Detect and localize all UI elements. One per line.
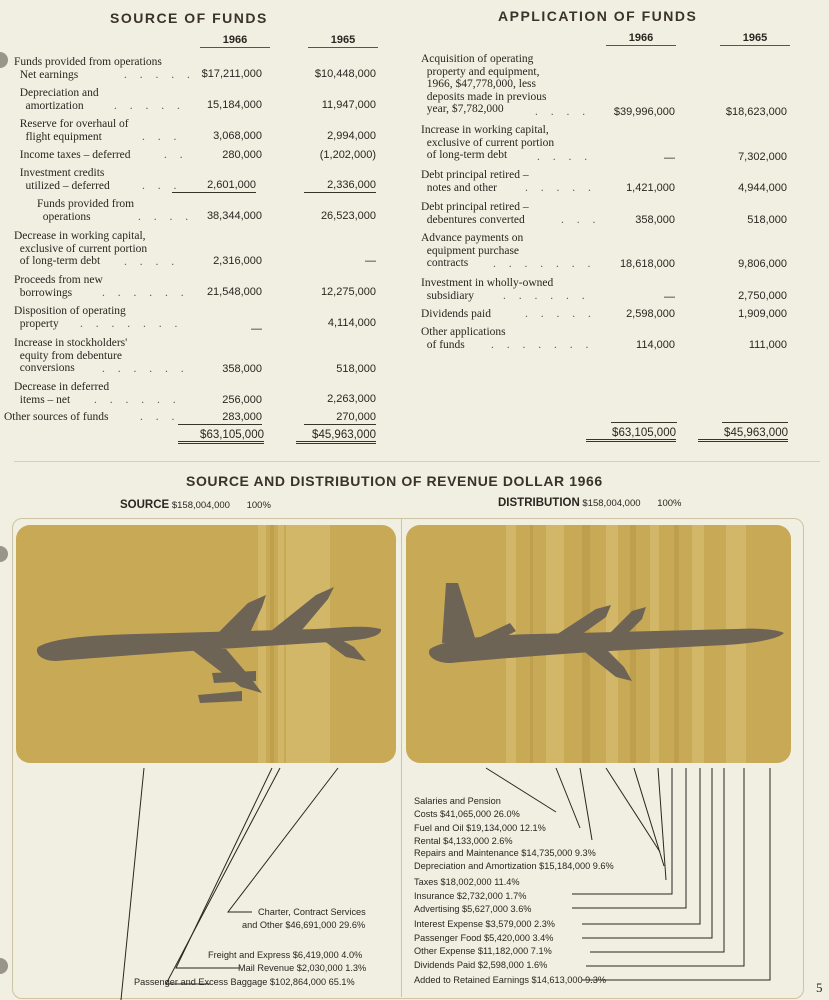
- value-1966: 2,316,000: [213, 255, 262, 267]
- source-label-mail: Mail Revenue $2,030,000 1.3%: [238, 963, 367, 973]
- source-total-1965: $45,963,000: [296, 429, 376, 444]
- value-1966: 2,598,000: [626, 308, 675, 320]
- distribution-label: Costs $41,065,000 26.0%: [414, 809, 520, 819]
- source-pct: 100%: [246, 500, 271, 511]
- source-label-passenger: Passenger and Excess Baggage $102,864,000 65.1%: [134, 977, 355, 987]
- value-1965: 2,263,000: [327, 393, 376, 405]
- source-label-charter-amount: and Other $46,691,000 29.6%: [242, 920, 366, 930]
- distribution-label: Insurance $2,732,000 1.7%: [414, 891, 527, 901]
- leader-dots: . . . . . .: [94, 394, 181, 406]
- distribution-label: Repairs and Maintenance $14,735,000 9.3%: [414, 848, 596, 858]
- value-1966: 358,000: [635, 214, 675, 226]
- row-label: Dividends paid: [421, 308, 491, 320]
- revenue-title: SOURCE AND DISTRIBUTION OF REVENUE DOLLAR 1966: [186, 473, 603, 489]
- value-1966: 3,068,000: [213, 130, 262, 142]
- application-total-1965: $45,963,000: [698, 427, 788, 442]
- value-1966: 114,000: [636, 339, 675, 351]
- row-label: Funds provided from operations Net earnings: [14, 56, 162, 81]
- application-total-1966: $63,105,000: [586, 427, 676, 442]
- value-1965: 2,750,000: [738, 290, 787, 302]
- distribution-label: Added to Retained Earnings $14,613,000 9.3%: [414, 975, 607, 985]
- year-header: 1965: [720, 32, 790, 46]
- row-label: Debt principal retired – debentures converted: [421, 201, 529, 226]
- leader-dots: . . . .: [535, 106, 591, 118]
- distribution-label: Salaries and Pension: [414, 796, 501, 806]
- value-1966: $17,211,000: [201, 68, 262, 80]
- leader-dots: . . . . . . .: [80, 318, 183, 330]
- value-1965: 111,000: [748, 339, 787, 351]
- leader-dots: . . . . . . .: [493, 258, 596, 270]
- row-label: Acquisition of operating property and equipment, 1966, $47,778,000, less deposits made in previous year, $7,782,000: [421, 53, 547, 115]
- application-of-funds-title: APPLICATION OF FUNDS: [498, 8, 698, 24]
- value-1965: 12,275,000: [320, 286, 376, 298]
- leader-dots: . . . . .: [114, 100, 185, 112]
- value-1965: $10,448,000: [314, 68, 376, 80]
- value-1965: 4,114,000: [327, 317, 376, 329]
- source-total-1966: $63,105,000: [178, 429, 264, 444]
- row-label: Depreciation and amortization: [19, 87, 99, 112]
- leader-dots: . . . . .: [124, 69, 195, 81]
- value-1965: 270,000: [304, 411, 376, 425]
- distribution-pct: 100%: [657, 498, 682, 509]
- distribution-label: Depreciation and Amortization $15,184,000 9.6%: [414, 861, 614, 871]
- row-label: Advance payments on equipment purchase contracts: [421, 232, 524, 269]
- value-1965: (1,202,000): [319, 149, 376, 161]
- source-amount: $158,004,000: [171, 500, 230, 511]
- value-1965: 11,947,000: [321, 99, 376, 111]
- leader-dots: . .: [164, 149, 188, 161]
- row-label: Other sources of funds: [4, 411, 109, 423]
- row-label: Investment credits utilized – deferred: [19, 167, 110, 192]
- value-1966: —: [251, 323, 262, 335]
- distribution-label: Advertising $5,627,000 3.6%: [414, 904, 532, 914]
- value-1965: $18,623,000: [725, 106, 787, 118]
- value-1966: 256,000: [222, 394, 262, 406]
- leader-dots: . . . .: [124, 256, 180, 268]
- value-1966: 15,184,000: [206, 99, 262, 111]
- distribution-label: Fuel and Oil $19,134,000 12.1%: [414, 823, 546, 833]
- distribution-label: Taxes $18,002,000 11.4%: [414, 877, 520, 887]
- value-1965: 2,336,000: [304, 179, 376, 193]
- value-1965: 518,000: [336, 363, 376, 375]
- value-1965: 2,994,000: [327, 130, 376, 142]
- value-1965: 7,302,000: [738, 151, 787, 163]
- leader-dots: . . . .: [138, 211, 194, 223]
- leader-dots: . . . . .: [525, 182, 596, 194]
- value-1965: 4,944,000: [738, 182, 787, 194]
- year-header: 1966: [200, 34, 270, 48]
- value-1965: —: [365, 255, 376, 267]
- source-label-freight: Freight and Express $6,419,000 4.0%: [208, 950, 363, 960]
- year-header: 1966: [606, 32, 676, 46]
- distribution-label: Interest Expense $3,579,000 2.3%: [414, 919, 555, 929]
- distribution-label: Other Expense $11,182,000 7.1%: [414, 946, 552, 956]
- value-1966: —: [664, 152, 675, 164]
- leader-dots: . . .: [140, 411, 180, 423]
- leader-dots: . . . . . . .: [491, 339, 594, 351]
- leader-dots: . . .: [142, 131, 182, 143]
- value-1966: 18,618,000: [619, 258, 675, 270]
- row-label: Proceeds from new borrowings: [14, 274, 103, 299]
- value-1966: 1,421,000: [626, 182, 675, 194]
- value-1966: $39,996,000: [613, 106, 675, 118]
- row-label: Decrease in working capital, exclusive of current portion of long-term debt: [14, 230, 148, 267]
- page-number: 5: [816, 980, 823, 995]
- distribution-label: Passenger Food $5,420,000 3.4%: [414, 933, 554, 943]
- leader-dots: . . . . . .: [102, 287, 189, 299]
- row-label: Decrease in deferred items – net: [14, 381, 110, 406]
- row-label: Reserve for overhaul of flight equipment: [19, 118, 129, 143]
- source-label-charter: Charter, Contract Services: [258, 907, 366, 917]
- leader-dots: . . .: [561, 214, 601, 226]
- leader-dots: . . . . . .: [503, 290, 590, 302]
- distribution-amount: $158,004,000: [582, 498, 641, 509]
- distribution-label: Dividends Paid $2,598,000 1.6%: [414, 960, 548, 970]
- source-of-funds-title: SOURCE OF FUNDS: [110, 10, 268, 26]
- value-1965: 518,000: [747, 214, 787, 226]
- value-1966: 358,000: [222, 363, 262, 375]
- distribution-label: Rental $4,133,000 2.6%: [414, 836, 513, 846]
- row-label: Increase in stockholders' equity from debenture conversions: [14, 337, 128, 374]
- value-1966: 21,548,000: [206, 286, 262, 298]
- leader-dots: . . . . . .: [102, 363, 189, 375]
- row-label: Other applications of funds: [421, 326, 506, 351]
- row-label: Income taxes – deferred: [14, 149, 131, 161]
- distribution-label: DISTRIBUTION: [498, 497, 580, 509]
- value-1966: 38,344,000: [206, 210, 262, 222]
- value-1966: 2,601,000: [172, 179, 256, 193]
- row-label: Disposition of operating property: [14, 305, 126, 330]
- value-1966: 280,000: [222, 149, 262, 161]
- value-1965: 9,806,000: [738, 258, 787, 270]
- leader-dots: . . .: [142, 180, 182, 192]
- source-label: SOURCE: [120, 499, 170, 511]
- value-1965: 1,909,000: [738, 308, 787, 320]
- row-label: Debt principal retired – notes and other: [421, 169, 529, 194]
- leader-dots: . . . . .: [525, 308, 596, 320]
- row-label: Investment in wholly-owned subsidiary: [421, 277, 554, 302]
- year-header: 1965: [308, 34, 378, 48]
- value-1965: 26,523,000: [320, 210, 376, 222]
- row-label: Funds provided from operations: [37, 198, 135, 223]
- leader-dots: . . . .: [537, 151, 593, 163]
- value-1966: 283,000: [178, 411, 262, 425]
- value-1966: —: [664, 291, 675, 303]
- row-label: Increase in working capital, exclusive of current portion of long-term debt: [421, 124, 555, 161]
